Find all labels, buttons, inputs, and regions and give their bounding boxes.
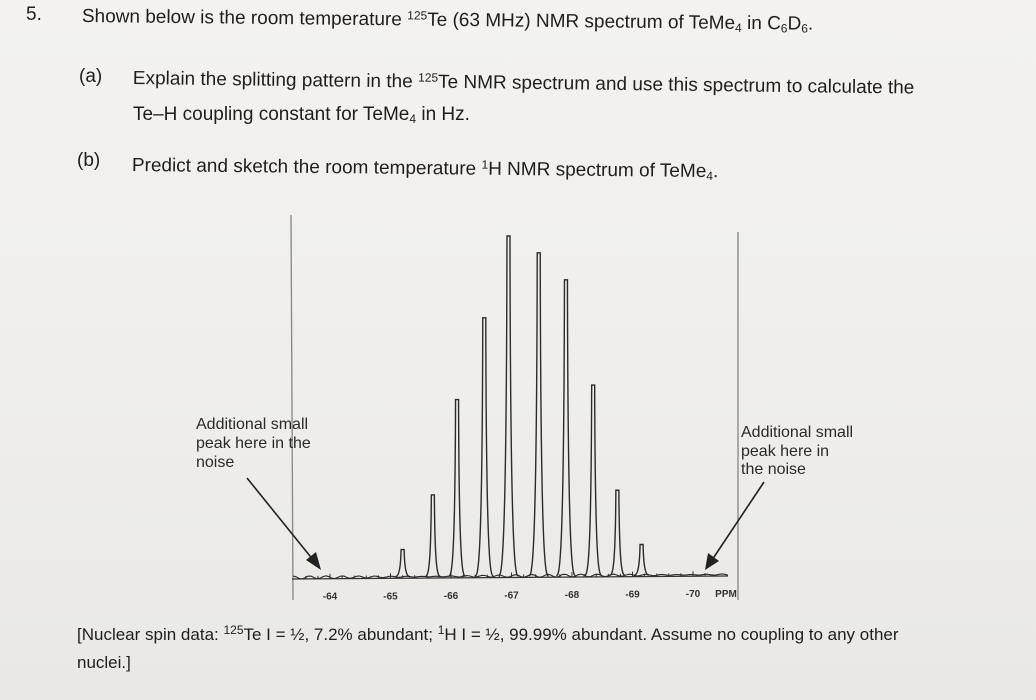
tick-label: -65 — [383, 591, 398, 603]
x-axis-tick-labels — [323, 589, 737, 603]
spectrum-peak — [425, 495, 440, 577]
part-a-line-1: Explain the splitting pattern in the $^{125}$Te NMR spectrum and use this spectrum to calculate the — [132, 68, 915, 99]
right-arrowhead — [705, 553, 719, 570]
nuclear-spin-note-line-2: nuclei.] — [77, 653, 131, 672]
left-border-line — [291, 215, 293, 600]
spectrum-peak — [634, 544, 649, 575]
spectrum-peak — [448, 400, 465, 577]
tick-label: -64 — [322, 591, 338, 603]
spectrum-peak — [610, 490, 626, 575]
nuclear-spin-note-line-1: [Nuclear spin data: $^{125}$Te I = ½, 7.2% abundant; $^1$H I = ½, 99.99% abundant. Assume no coupling to any other — [77, 623, 899, 644]
part-a-line-2: Te–H coupling constant for TeMe$_4$ in Hz. — [133, 104, 470, 126]
spectrum-peak — [498, 236, 518, 576]
tick-label: -66 — [443, 590, 459, 602]
right-annotation-line-2: peak here in — [741, 443, 830, 460]
tick-label: PPM — [715, 588, 737, 600]
left-annotation-line-3: noise — [196, 454, 235, 471]
spectrum-peak — [529, 253, 549, 576]
tick-label: -67 — [504, 590, 519, 602]
tick-label: -69 — [625, 589, 640, 601]
question-intro: Shown below is the room temperature $^{125}$Te (63 MHz) NMR spectrum of TeMe$_4$ in $C_6D_6$. — [81, 6, 814, 36]
spectrum-peak — [584, 385, 601, 575]
spectrum-peak — [475, 318, 494, 576]
right-annotation-line-1: Additional small — [741, 424, 854, 441]
left-annotation-line-2: peak here in the — [196, 435, 311, 452]
part-a-label: (a) — [79, 66, 103, 87]
left-arrow — [247, 478, 314, 561]
left-annotation-line-1: Additional small — [196, 416, 309, 433]
tick-label: -70 — [685, 589, 701, 601]
part-b-line-1: Predict and sketch the room temperature $^1$H NMR spectrum of TeMe$_4$. — [131, 155, 719, 184]
spectrum-peak — [556, 280, 575, 576]
tick-label: -68 — [564, 590, 580, 602]
spectrum-peaks — [395, 236, 648, 577]
spectrum-peak — [395, 550, 409, 577]
question-number: 5. — [26, 4, 42, 25]
part-b-label: (b) — [77, 150, 101, 171]
right-annotation-line-3: the noise — [741, 461, 806, 478]
